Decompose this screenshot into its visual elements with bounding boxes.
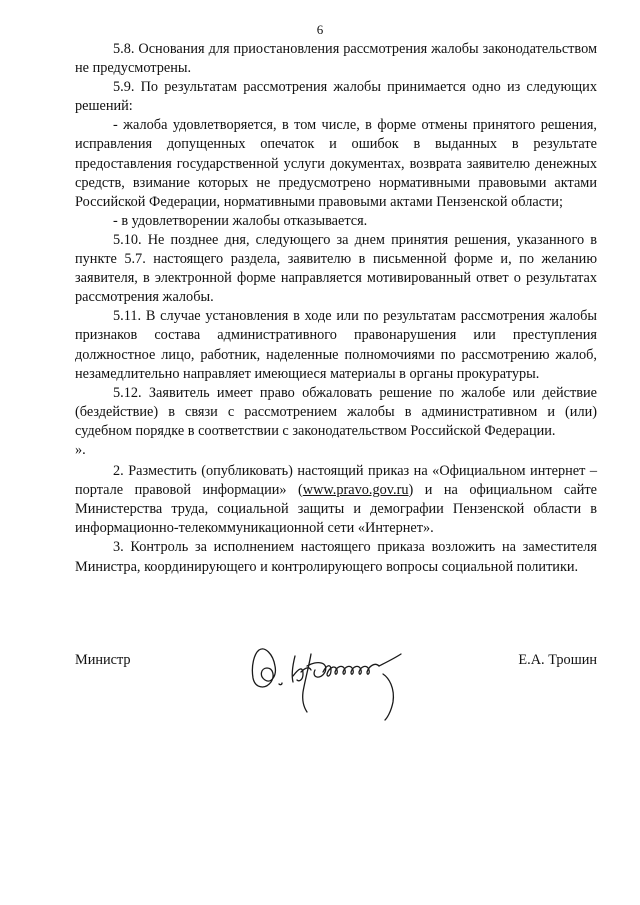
paragraph-5-12: 5.12. Заявитель имеет право обжаловать решение по жалобе или действие (бездействие) в связи с рассмотрением жалобы в административном и (или) судебном порядке в соответствии с законодательством Российской Федерации. bbox=[75, 384, 597, 439]
handwritten-signature-icon bbox=[245, 632, 420, 722]
signatory-name: Е.А. Трошин bbox=[518, 652, 597, 668]
pravo-gov-link[interactable]: www.pravo.gov.ru bbox=[302, 482, 409, 499]
paragraph-2-text-end: ) и на официальном сайте Министерства труда, социальной защиты и демографии Пензенской области в информационно-телекоммуникационной сети «Интернет». bbox=[75, 482, 597, 537]
paragraph-5-8: 5.8. Основания для приостановления рассмотрения жалобы законодательством не предусмотрены. bbox=[75, 41, 597, 77]
document-body bbox=[75, 40, 597, 577]
paragraph-5-9: 5.9. По результатам рассмотрения жалобы принимается одно из следующих решений: bbox=[75, 79, 597, 115]
page-number: 6 bbox=[316, 22, 324, 37]
signature-block bbox=[75, 632, 597, 722]
paragraph-5-9-option-satisfied: - жалоба удовлетворяется, в том числе, в форме отмены принятого решения, исправления допущенных опечаток и ошибок в выданных в результате предоставления государственной услуги документах, возврата заявителю денежных средств, взимание которых не предусмотрено нормативными правовыми актами Российской Федерации, нормативными правовыми актами Пензенской области; bbox=[75, 117, 597, 210]
paragraph-3: 3. Контроль за исполнением настоящего приказа возложить на заместителя Министра, координирующего и контролирующего вопросы социальной политики. bbox=[75, 539, 597, 575]
closing-quote: ». bbox=[75, 441, 86, 458]
paragraph-2 bbox=[75, 462, 597, 538]
paragraph-5-10: 5.10. Не позднее дня, следующего за днем принятия решения, указанного в пункте 5.7. настоящего раздела, заявителю в письменной форме и, по желанию заявителя, в электронной форме направляется мотивированный ответ о результатах рассмотрения жалобы. bbox=[75, 231, 597, 306]
paragraph-2-text-start: 2. Разместить (опубликовать) настоящий приказ на «Официальном интернет – портале правовой информации» ( bbox=[75, 463, 597, 499]
paragraph-5-9-option-refused: - в удовлетворении жалобы отказывается. bbox=[113, 212, 368, 229]
signatory-role: Министр bbox=[75, 652, 131, 668]
paragraph-5-11: 5.11. В случае установления в ходе или по результатам рассмотрения жалобы признаков состава административного правонарушения или преступления должностное лицо, работник, наделенные полномочиями по рассмотрению жалоб, незамедлительно направляет имеющиеся материалы в органы прокуратуры. bbox=[75, 308, 597, 382]
